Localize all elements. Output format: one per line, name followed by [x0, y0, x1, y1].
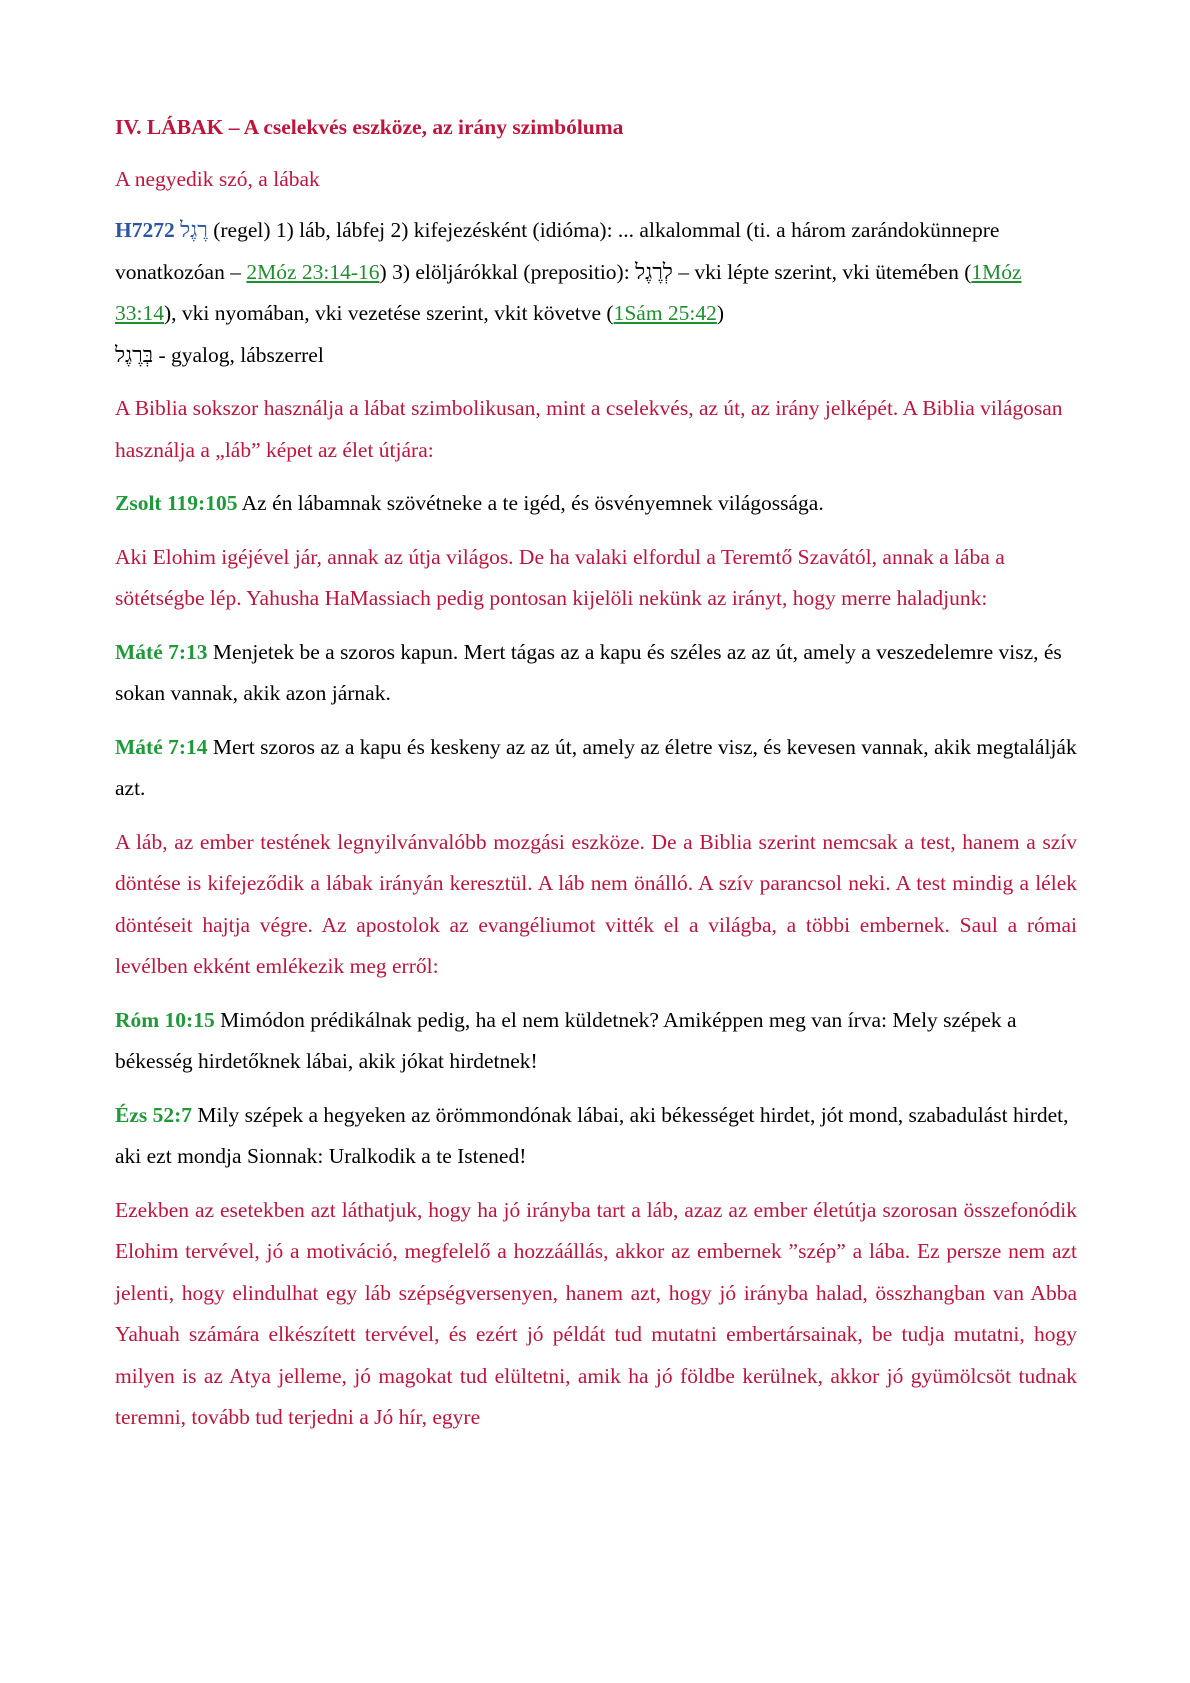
verse-text: Mert szoros az a kapu és keskeny az az út, amely az életre visz, és kevesen vannak, akik megtalálják azt.	[115, 734, 1077, 800]
verse-reference: Róm 10:15	[115, 1007, 215, 1032]
bible-link-exodus[interactable]: 2Móz 23:14-16	[246, 259, 380, 284]
definition-text-2: ) 3) elöljárókkal (prepositio):	[379, 259, 636, 284]
section-subheading: A negyedik szó, a lábak	[115, 166, 320, 191]
commentary-paragraph-1: A Biblia sokszor használja a lábat szimbolikusan, mint a cselekvés, az út, az irány jelképét. A Biblia világosan használja a „láb” képet az élet útjára:	[115, 396, 1063, 462]
verse-matthew-7-13	[115, 632, 1077, 715]
verse-text: Az én lábamnak szövétneke a te igéd, és ösvényemnek világossága.	[237, 491, 824, 515]
definition-text-6: - gyalog, lábszerrel	[153, 342, 324, 367]
definition-text-3: – vki lépte szerint, vki ütemében (	[672, 259, 972, 284]
commentary-paragraph-4: Ezekben az esetekben azt láthatjuk, hogy ha jó irányba tart a láb, azaz az ember életútja szorosan összefonódik Elohim tervével, jó a motiváció, megfelelő a hozzáállás, akkor az embernek ”szép” a lába. Ez persze nem azt jelenti, hogy elindulhat egy láb szépségversenyen, hanem azt, hogy jó irányba halad, összhangban van Abba Yahuah számára elkészített tervével, és ezért jó példát tud mutatni embertársainak, be tudja mutatni, hogy milyen is az Atya jelleme, jó magokat tud elültetni, amik ha jó földbe kerülnek, akkor jó gyümölcsöt tudnak teremni, tovább tud terjedni a Jó hír, egyre	[115, 1197, 1077, 1429]
commentary-paragraph-3: A láb, az ember testének legnyilvánvalóbb mozgási eszköze. De a Biblia szerint nemcsak a test, hanem a szív döntése is kifejeződik a lábak irányán keresztül. A láb nem önálló. A szív parancsol neki. A test mindig a lélek döntéseit hajtja végre. Az apostolok az evangéliumot vitték el a világba, a többi embernek. Saul a római levélben ekként emlékezik meg erről:	[115, 829, 1077, 978]
hebrew-word: רֶגֶל	[180, 218, 208, 243]
verse-text: Mily szépek a hegyeken az örömmondónak lábai, aki békességet hirdet, jót mond, szabadulást hirdet, aki ezt mondja Sionnak: Uralkodik a te Istened!	[115, 1102, 1069, 1168]
definition-text-4: ), vki nyomában, vki vezetése szerint, vkit követve (	[163, 301, 614, 325]
verse-reference: Ézs 52:7	[115, 1102, 193, 1127]
page-content	[115, 107, 1077, 1439]
bible-link-samuel[interactable]: 1Sám 25:42	[613, 301, 717, 325]
verse-isaiah	[115, 1095, 1077, 1178]
verse-matthew-7-14	[115, 727, 1077, 810]
hebrew-preposition: לְרֶגֶל	[635, 259, 673, 285]
verse-text: Menjetek be a szoros kapun. Mert tágas az a kapu és széles az az út, amely a veszedelemre visz, és sokan vannak, akik azon járnak.	[115, 639, 1062, 705]
verse-romans	[115, 1000, 1077, 1083]
definition-text-5: )	[716, 301, 725, 325]
verse-reference: Máté 7:14	[115, 734, 208, 759]
verse-psalm	[115, 483, 1077, 525]
section-heading: IV. LÁBAK – A cselekvés eszköze, az irány szimbóluma	[115, 115, 624, 139]
hebrew-foot-word: בְּרֶגֶל	[115, 342, 154, 368]
definition-paragraph	[115, 210, 1077, 376]
strong-number: H7272	[115, 218, 175, 242]
verse-reference: Máté 7:13	[115, 639, 208, 664]
definition-text-1: (regel) 1) láb, lábfej 2) kifejezésként (idióma): ... alkalommal (ti. a három zarándokünnepre vonatkozóan –	[115, 218, 1000, 284]
commentary-paragraph-2: Aki Elohim igéjével jár, annak az útja világos. De ha valaki elfordul a Teremtő Szavától, annak a lába a sötétségbe lép. Yahusha HaMassiach pedig pontosan kijelöli nekünk az irányt, hogy merre haladjunk:	[115, 544, 1005, 610]
bible-link-genesis[interactable]: 1Móz 33:14	[115, 259, 1022, 325]
verse-text: Mimódon prédikálnak pedig, ha el nem küldetnek? Amiképpen meg van írva: Mely szépek a békesség hirdetőknek lábai, akik jókat hirdetnek!	[115, 1007, 1017, 1073]
verse-reference: Zsolt 119:105	[115, 491, 238, 515]
